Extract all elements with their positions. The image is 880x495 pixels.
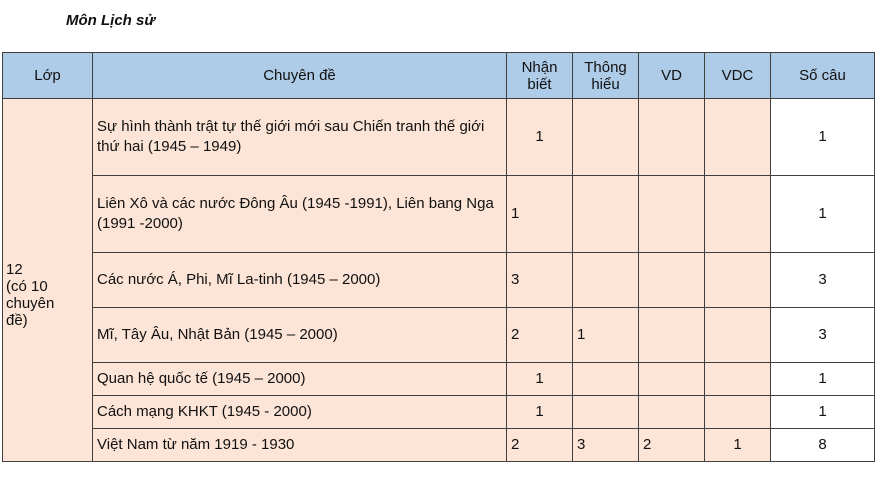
nhan-biet-cell: 3 (507, 253, 573, 308)
vd-cell (639, 363, 705, 396)
thong-hieu-cell (573, 99, 639, 176)
header-lop: Lớp (3, 53, 93, 99)
topic-cell: Quan hệ quốc tế (1945 – 2000) (93, 363, 507, 396)
vdc-cell (705, 363, 771, 396)
topic-cell: Cách mạng KHKT (1945 - 2000) (93, 396, 507, 429)
vdc-cell (705, 176, 771, 253)
thong-hieu-cell: 1 (573, 308, 639, 363)
header-so-cau: Số câu (771, 53, 875, 99)
table-header-row (3, 53, 875, 99)
so-cau-cell: 1 (771, 99, 875, 176)
table-row (3, 429, 875, 462)
header-nhan-biet: Nhận biết (507, 53, 573, 99)
so-cau-cell: 1 (771, 176, 875, 253)
nhan-biet-cell: 1 (507, 396, 573, 429)
thong-hieu-cell (573, 363, 639, 396)
vdc-cell (705, 253, 771, 308)
vd-cell (639, 396, 705, 429)
exam-matrix-table (2, 52, 875, 462)
vdc-cell: 1 (705, 429, 771, 462)
vd-cell (639, 253, 705, 308)
vd-cell (639, 99, 705, 176)
table-row (3, 363, 875, 396)
vdc-cell (705, 396, 771, 429)
so-cau-cell: 3 (771, 308, 875, 363)
header-vd: VD (639, 53, 705, 99)
nhan-biet-cell: 1 (507, 176, 573, 253)
thong-hieu-cell (573, 176, 639, 253)
table-row (3, 176, 875, 253)
nhan-biet-cell: 2 (507, 308, 573, 363)
header-vdc: VDC (705, 53, 771, 99)
thong-hieu-cell (573, 396, 639, 429)
topic-cell: Mĩ, Tây Âu, Nhật Bản (1945 – 2000) (93, 308, 507, 363)
table-row (3, 308, 875, 363)
nhan-biet-cell: 1 (507, 99, 573, 176)
thong-hieu-cell (573, 253, 639, 308)
header-thong-hieu: Thông hiểu (573, 53, 639, 99)
vd-cell (639, 308, 705, 363)
nhan-biet-cell: 2 (507, 429, 573, 462)
so-cau-cell: 8 (771, 429, 875, 462)
topic-cell: Liên Xô và các nước Đông Âu (1945 -1991), Liên bang Nga (1991 -2000) (93, 176, 507, 253)
table-row (3, 253, 875, 308)
vdc-cell (705, 308, 771, 363)
nhan-biet-cell: 1 (507, 363, 573, 396)
so-cau-cell: 1 (771, 396, 875, 429)
page-title: Môn Lịch sử (66, 12, 156, 29)
table-row (3, 99, 875, 176)
topic-cell: Các nước Á, Phi, Mĩ La-tinh (1945 – 2000) (93, 253, 507, 308)
thong-hieu-cell: 3 (573, 429, 639, 462)
grade-cell: 12 (có 10 chuyên đề) (3, 99, 93, 462)
table-row (3, 396, 875, 429)
vdc-cell (705, 99, 771, 176)
so-cau-cell: 1 (771, 363, 875, 396)
vd-cell (639, 176, 705, 253)
topic-cell: Việt Nam từ năm 1919 - 1930 (93, 429, 507, 462)
vd-cell: 2 (639, 429, 705, 462)
topic-cell: Sự hình thành trật tự thế giới mới sau Chiến tranh thế giới thứ hai (1945 – 1949) (93, 99, 507, 176)
so-cau-cell: 3 (771, 253, 875, 308)
header-chuyen-de: Chuyên đề (93, 53, 507, 99)
